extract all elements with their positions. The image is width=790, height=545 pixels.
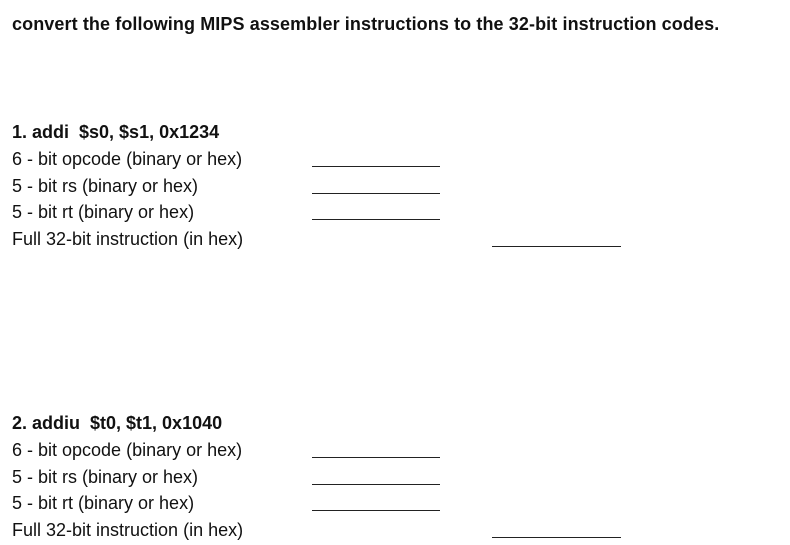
rs-answer-blank[interactable]: [312, 193, 440, 194]
question-2: [12, 411, 782, 543]
full-instruction-label: Full 32-bit instruction (in hex): [12, 228, 244, 249]
question-2-heading: 2. addiu $t0, $t1, 0x1040: [12, 413, 223, 433]
question-1-rt-row: [12, 199, 782, 226]
rt-label: 5 - bit rt (binary or hex): [12, 202, 195, 222]
question-2-rt-row: [12, 490, 782, 517]
rs-answer-blank[interactable]: [312, 484, 440, 485]
question-1-heading: 1. addi $s0, $s1, 0x1234: [12, 122, 220, 142]
opcode-label: 6 - bit opcode (binary or hex): [12, 149, 243, 169]
rt-answer-blank[interactable]: [312, 219, 440, 220]
question-1: [12, 120, 782, 252]
opcode-answer-blank[interactable]: [312, 166, 440, 167]
rt-label: 5 - bit rt (binary or hex): [12, 493, 195, 513]
question-1-rs-row: [12, 173, 782, 200]
opcode-answer-blank[interactable]: [312, 457, 440, 458]
rt-answer-blank[interactable]: [312, 510, 440, 511]
full-instruction-answer-blank[interactable]: [492, 537, 621, 538]
full-instruction-label: Full 32-bit instruction (in hex): [12, 519, 244, 540]
page-title: convert the following MIPS assembler instructions to the 32-bit instruction codes.: [12, 14, 720, 34]
question-1-full-row: [12, 226, 782, 253]
question-2-full-row: [12, 517, 782, 544]
opcode-label: 6 - bit opcode (binary or hex): [12, 440, 243, 460]
rs-label: 5 - bit rs (binary or hex): [12, 175, 199, 196]
rs-label: 5 - bit rs (binary or hex): [12, 466, 199, 487]
question-2-rs-row: [12, 464, 782, 491]
question-2-opcode-row: [12, 437, 782, 464]
question-1-opcode-row: [12, 146, 782, 173]
full-instruction-answer-blank[interactable]: [492, 246, 621, 247]
